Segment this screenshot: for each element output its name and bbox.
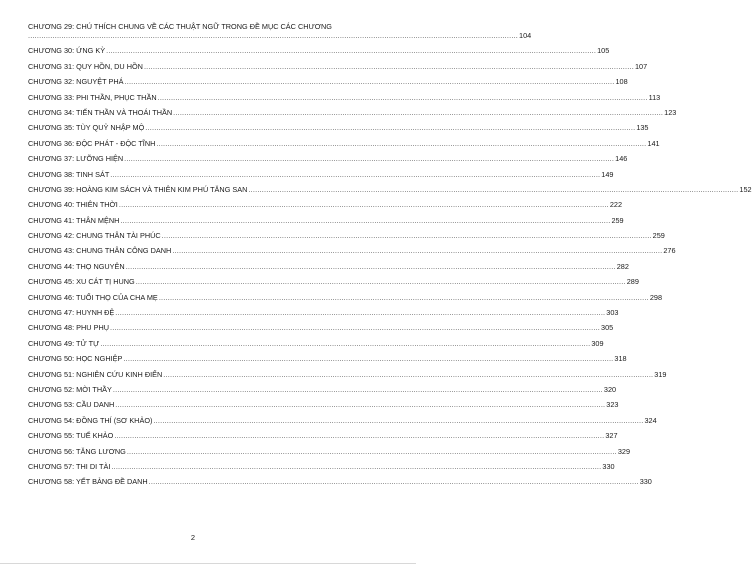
toc-entry-title: CHƯƠNG 35: TÙY QUỶ NHẬP MỘ [28, 123, 145, 133]
toc-entry-title: CHƯƠNG 47: HUYNH ĐỆ [28, 308, 115, 318]
toc-leader-dots: ............................................................................................................................................................................................................................ [114, 431, 605, 441]
toc-leader-dots: ............................................................................................................................................................................................................................ [156, 138, 647, 148]
toc-entry-page: 149 [601, 169, 614, 179]
toc-entry [28, 302, 619, 318]
toc-entry-title: CHƯƠNG 39: HOÀNG KIM SÁCH VÀ THIÊN KIM PHÚ TĂNG SAN [28, 184, 248, 194]
toc-leader-dots: ............................................................................................................................................................................................................................ [163, 369, 654, 379]
toc-leader-dots: ............................................................................................................................................................................................................................ [158, 292, 649, 302]
toc-leader-dots: ............................................................................................................................................................................................................................ [123, 354, 614, 364]
toc-entry [28, 179, 752, 194]
toc-leader-dots: ............................................................................................................................................................................................................................ [112, 384, 603, 394]
toc-leader-dots: ............................................................................................................................................................................................................................ [145, 123, 636, 133]
toc-entry-page: 320 [603, 384, 617, 394]
toc-leader-dots: ............................................................................................................................................................................................................................ [135, 277, 626, 287]
toc-entry-page: 108 [615, 77, 628, 87]
toc-entry [28, 132, 660, 148]
toc-leader-dots: ............................................................................................................................................................................................................................ [115, 400, 606, 410]
toc-entry [28, 194, 623, 210]
toc-leader-dots: ............................................................................................................................................................................................................................ [110, 323, 601, 333]
toc-entry [28, 55, 648, 71]
toc-entry [28, 286, 663, 302]
toc-leader-dots: ............................................................................................................................................................................................................................ [120, 215, 611, 225]
page-number: 2 [190, 533, 196, 542]
toc-entry-page: 303 [606, 308, 619, 318]
toc-leader-dots: ............................................................................................................................................................................................................................ [124, 154, 615, 164]
toc-entry [28, 332, 604, 348]
toc-entry-title: CHƯƠNG 57: THI DI TÀI [28, 461, 111, 471]
toc-entry [28, 409, 657, 425]
toc-entry-page: 104 [519, 31, 532, 40]
toc-entry-page: 105 [597, 46, 610, 56]
toc-entry-title: CHƯƠNG 37: LƯỠNG HIỆN [28, 154, 124, 164]
toc-entry [28, 240, 676, 256]
toc-entry-page: 259 [652, 231, 665, 241]
toc-entry-title: CHƯƠNG 54: ĐỒNG THÍ (SƠ KHẢO) [28, 415, 153, 425]
toc-leader-dots: ............................................................................................................................................................................................................................ [124, 77, 615, 87]
toc-entry [28, 471, 652, 487]
toc-entry-page: 305 [601, 323, 614, 333]
toc-entry [28, 440, 631, 456]
toc-entry-page: 222 [609, 200, 623, 210]
toc-entry-title: CHƯƠNG 30: ỨNG KỲ [28, 46, 106, 56]
toc-entry-page: 298 [649, 292, 663, 302]
toc-entry-page: 113 [648, 92, 661, 102]
toc-entry-title: CHƯƠNG 51: NGHIÊN CỨU KINH ĐIỂN [28, 369, 163, 379]
toc-entry-page: 329 [617, 446, 631, 456]
toc-leader-dots: ............................................................................................................................................................................................................................ [125, 261, 616, 271]
toc-leader-dots: ............................................................................................................................................................................................................................ [111, 461, 602, 471]
toc-entry-title: CHƯƠNG 53: CẦU DANH [28, 400, 115, 410]
toc-leader-dots: ............................................................................................................................................................................................................................ [172, 246, 663, 256]
toc-leader-dots: ............................................................................................................................................................................................................................ [115, 308, 606, 318]
toc-entry [28, 18, 532, 40]
toc-entry-title: CHƯƠNG 34: TIẾN THẦN VÀ THOÁI THẦN [28, 107, 173, 117]
toc-entry-page: 107 [634, 61, 648, 71]
toc-entry-page: 327 [605, 431, 618, 441]
toc-entry-page: 289 [626, 277, 639, 287]
toc-entry [28, 225, 665, 241]
toc-entry-title: CHƯƠNG 29: CHÚ THÍCH CHUNG VỀ CÁC THUẬT NGỮ TRONG ĐỀ MỤC CÁC CHƯƠNG [28, 22, 332, 31]
toc-entry [28, 394, 619, 410]
toc-entry [28, 348, 627, 364]
toc-entry-page: 319 [654, 369, 667, 379]
toc-entry-page: 259 [611, 215, 624, 225]
toc-leader-dots: ............................................................................................................................................................................................................................ [118, 200, 609, 210]
toc-leader-dots: ............................................................................................................................................................................................................................ [161, 231, 652, 241]
toc-leader-dots: ............................................................................................................................................................................................................................ [143, 61, 634, 71]
toc-entry [28, 317, 614, 333]
toc-entry-title: CHƯƠNG 33: PHI THẦN, PHỤC THẦN [28, 92, 157, 102]
toc-entry-title: CHƯƠNG 42: CHUNG THÂN TÀI PHÚC [28, 231, 161, 241]
table-of-contents [28, 18, 752, 487]
toc-entry-title: CHƯƠNG 32: NGUYỆT PHÁ [28, 77, 124, 87]
toc-entry-title: CHƯƠNG 58: YẾT BẢNG ĐỀ DANH [28, 477, 148, 487]
toc-leader-dots: ............................................................................................................................................................................................................................ [100, 338, 591, 348]
toc-leader-dots: ............................................................................................................................................................................................................................ [106, 46, 597, 56]
toc-entry [28, 271, 639, 287]
toc-leader-dots: ............................................................................................................................................................................................................................ [153, 415, 644, 425]
toc-entry [28, 255, 629, 271]
toc-leader-dots: ............................................................................................................................................................................................................................ [248, 184, 739, 194]
toc-entry-page: 141 [647, 138, 660, 148]
toc-entry-title: CHƯƠNG 56: TĂNG LƯƠNG [28, 446, 126, 456]
toc-entry-title: CHƯƠNG 43: CHUNG THÂN CÔNG DANH [28, 246, 172, 256]
toc-entry-title: CHƯƠNG 46: TUỔI THỌ CỦA CHA MẸ [28, 292, 158, 302]
toc-entry-title: CHƯƠNG 38: TINH SÁT [28, 169, 110, 179]
toc-entry-page: 323 [606, 400, 619, 410]
toc-entry-page: 276 [663, 246, 676, 256]
toc-entry-title: CHƯƠNG 41: THÂN MỆNH [28, 215, 120, 225]
toc-entry-title: CHƯƠNG 31: QUY HỒN, DU HỒN [28, 61, 143, 71]
toc-entry [28, 71, 628, 87]
toc-leader-dots: ............................................................................................................................................................................................................................ [110, 169, 601, 179]
toc-entry [28, 102, 677, 117]
toc-entry-page: 309 [591, 338, 604, 348]
toc-entry-page: 324 [644, 415, 657, 425]
toc-entry [28, 379, 617, 394]
toc-entry [28, 209, 624, 225]
toc-entry-page: 330 [602, 461, 615, 471]
toc-entry-page: 146 [615, 154, 628, 164]
toc-leader-dots: ............................................................................................................................................................................................................................ [28, 31, 519, 40]
toc-entry-page: 152 [739, 184, 752, 194]
toc-leader-dots: ............................................................................................................................................................................................................................ [148, 477, 639, 487]
toc-entry [28, 148, 628, 164]
toc-entry-title: CHƯƠNG 49: TỬ TỰ [28, 338, 100, 348]
toc-entry-page: 330 [639, 477, 652, 487]
toc-entry [28, 40, 610, 56]
toc-entry [28, 425, 618, 441]
toc-entry-page: 123 [664, 107, 677, 117]
toc-entry-title: CHƯƠNG 48: PHU PHỤ [28, 323, 110, 333]
toc-entry-page: 282 [616, 261, 629, 271]
toc-entry-title: CHƯƠNG 55: TUẾ KHẢO [28, 431, 114, 441]
toc-leader-dots: ............................................................................................................................................................................................................................ [173, 107, 664, 117]
toc-entry [28, 117, 649, 133]
toc-entry-title: CHƯƠNG 50: HỌC NGHIỆP [28, 354, 123, 364]
toc-entry-title: CHƯƠNG 36: ĐỘC PHÁT - ĐỘC TĨNH [28, 138, 156, 148]
toc-entry-page: 318 [614, 354, 627, 364]
toc-entry-page: 135 [636, 123, 649, 133]
toc-entry [28, 86, 661, 102]
toc-entry-title: CHƯƠNG 44: THỌ NGUYÊN [28, 261, 125, 271]
toc-entry [28, 456, 615, 471]
toc-leader-dots: ............................................................................................................................................................................................................................ [157, 92, 648, 102]
toc-entry [28, 363, 667, 379]
toc-leader-dots: ............................................................................................................................................................................................................................ [126, 446, 617, 456]
toc-entry [28, 163, 614, 179]
toc-entry-title: CHƯƠNG 40: THIÊN THỜI [28, 200, 118, 210]
toc-entry-title: CHƯƠNG 45: XU CÁT TỊ HUNG [28, 277, 135, 287]
toc-entry-title: CHƯƠNG 52: MỜI THẦY [28, 384, 112, 394]
